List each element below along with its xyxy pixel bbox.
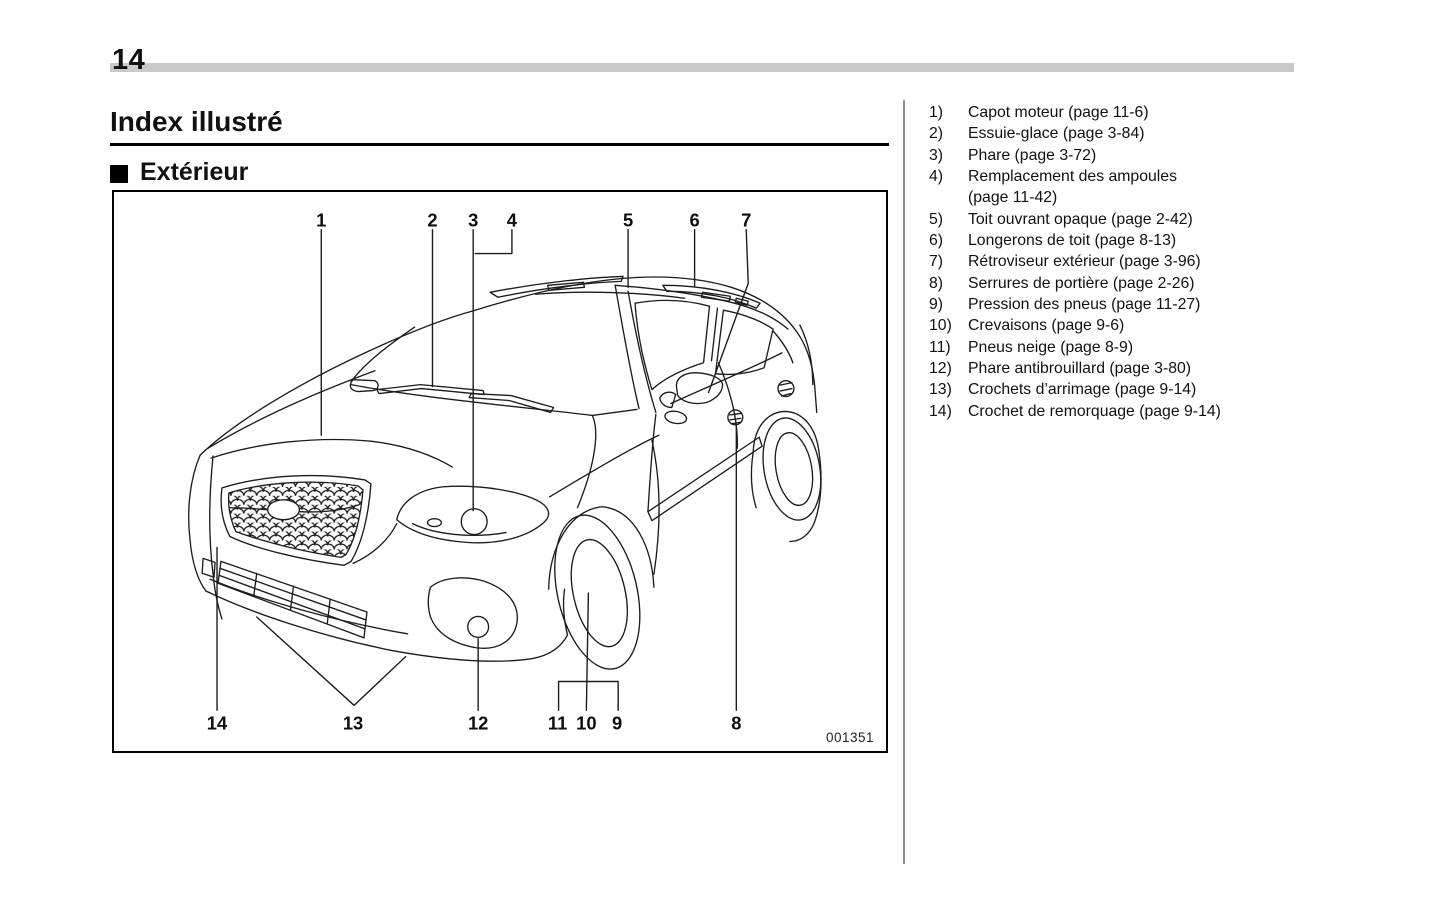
leader-13: [257, 617, 406, 705]
rear-tire: [756, 413, 829, 524]
callout-number-6: 6: [689, 209, 700, 231]
legend-item-text: Remplacement des ampoules (page 11-42): [968, 168, 1177, 207]
legend-item-text: Serrures de portière (page 2-26): [968, 274, 1195, 292]
legend-item: [929, 145, 1319, 166]
legend-item-number: 6): [929, 232, 944, 250]
legend-item: [929, 401, 1319, 422]
rear-rim: [770, 430, 818, 509]
legend-item: [929, 379, 1319, 400]
legend-item-text: Crochets d’arrimage (page 9-14): [968, 381, 1197, 399]
legend-item-text: Pression des pneus (page 11-27): [968, 296, 1201, 314]
legend-item-number: 14): [929, 402, 952, 420]
callout-number-8: 8: [731, 712, 742, 734]
legend-item-number: 12): [929, 360, 952, 378]
headlight-inner-line: [413, 524, 506, 536]
car-exterior-illustration: [114, 192, 886, 751]
section-heading: [110, 158, 248, 187]
legend-item-number: 5): [929, 210, 944, 228]
callout-leader-lines: [217, 230, 748, 711]
door-mirror: [676, 373, 722, 404]
legend-item-text: Crochet de remorquage (page 9-14): [968, 402, 1221, 420]
exterior-diagram-figure: [112, 190, 888, 753]
legend-item-text: Capot moteur (page 11-6): [968, 104, 1149, 121]
hood-front-edge: [211, 440, 452, 468]
callout-number-10: 10: [576, 712, 597, 734]
windshield-base: [592, 409, 637, 415]
header-rule: [110, 63, 1294, 72]
fender-door-edge: [577, 415, 595, 507]
column-separator: [903, 100, 905, 864]
callout-number-12: 12: [467, 712, 489, 734]
legend-item-number: 11): [929, 338, 951, 356]
section-bullet-icon: [110, 165, 128, 183]
callout-number-3: 3: [468, 209, 479, 231]
sunroof-line: [536, 292, 685, 298]
car-line-art: [189, 276, 829, 677]
fascia-left-edge: [189, 455, 206, 591]
lower-grille-outline: [218, 561, 367, 637]
legend-item-text: Rétroviseur extérieur (page 3-96): [968, 253, 1201, 271]
rear-bumper-edge: [790, 450, 821, 541]
rear-door-bottom: [752, 452, 757, 508]
page-number: 14: [112, 44, 146, 76]
headlight-detail: [428, 519, 442, 527]
callout-number-14: 14: [206, 712, 228, 734]
legend-item-text: Pneus neige (page 8-9): [968, 338, 1134, 356]
headlight-bulb: [461, 509, 487, 535]
legend-item: [929, 123, 1319, 144]
legend-item-text: Longerons de toit (page 8-13): [968, 232, 1177, 250]
legend-item: [929, 230, 1319, 251]
fuel-cap-hatch: [780, 383, 792, 396]
legend-item-number: 3): [929, 146, 944, 164]
grille-mesh: [229, 482, 363, 557]
callout-number-7: 7: [741, 209, 752, 231]
shoulder-line: [550, 435, 659, 497]
fender-crease: [208, 371, 375, 448]
title-underline: [110, 143, 889, 146]
rear-pillar-inner: [773, 331, 793, 363]
legend-item-number: 9): [929, 296, 944, 314]
legend-item: [929, 251, 1319, 272]
legend-item: [929, 358, 1319, 379]
callout-number-2: 2: [427, 209, 438, 231]
front-door-front-seam: [648, 414, 656, 511]
leader-9-10-11-bracket: [559, 593, 619, 710]
legend-item: [929, 102, 1319, 123]
legend-item-text: Toit ouvrant opaque (page 2-42): [968, 210, 1193, 228]
rocker-sill: [648, 437, 762, 520]
legend-item: [929, 273, 1319, 294]
legend-item: [929, 337, 1319, 358]
roof-rail-front: [490, 276, 623, 297]
callout-numbers: [207, 209, 752, 733]
callout-number-4: 4: [506, 209, 518, 231]
legend-item-number: 7): [929, 253, 944, 271]
fog-light-pocket: [428, 578, 517, 648]
callout-number-5: 5: [622, 209, 634, 231]
legend-item: [929, 166, 1319, 209]
legend-item-text: Crevaisons (page 9-6): [968, 317, 1125, 335]
legend-item: [929, 209, 1319, 230]
mirror-base: [660, 392, 676, 407]
callout-number-1: 1: [316, 209, 327, 231]
leader-4: [475, 230, 512, 254]
beltline: [671, 353, 782, 404]
door-handle: [664, 410, 688, 426]
brand-logo-oval: [268, 500, 300, 520]
wiper-blade-left: [377, 385, 484, 395]
callout-number-9: 9: [612, 712, 623, 734]
liftgate-line: [800, 325, 813, 385]
rear-door-window: [715, 310, 773, 374]
legend-item-number: 4): [929, 168, 944, 186]
legend-item-text: Essuie-glace (page 3-84): [968, 125, 1145, 143]
fog-light: [468, 616, 489, 637]
legend-item-number: 13): [929, 381, 952, 399]
front-wheel-arch: [549, 507, 654, 589]
legend-item-text: Phare antibrouillard (page 3-80): [968, 360, 1192, 378]
callout-number-13: 13: [342, 712, 364, 734]
legend-item-number: 8): [929, 274, 944, 292]
figure-code: 001351: [825, 730, 874, 745]
legend-item: [929, 294, 1319, 315]
page-title: Index illustré: [110, 106, 283, 137]
fascia-corner-seam: [210, 456, 222, 619]
legend-item-number: 2): [929, 125, 944, 143]
legend-item-number: 10): [929, 317, 952, 335]
legend-item: [929, 315, 1319, 336]
b-pillar: [711, 308, 717, 361]
section-title: Extérieur: [140, 158, 249, 186]
legend-item-number: 1): [929, 104, 944, 121]
callout-number-11: 11: [547, 712, 568, 734]
front-tire: [541, 507, 654, 678]
body-silhouette: [200, 277, 817, 455]
legend-item-text: Phare (page 3-72): [968, 146, 1097, 164]
legend-list: [929, 102, 1319, 422]
